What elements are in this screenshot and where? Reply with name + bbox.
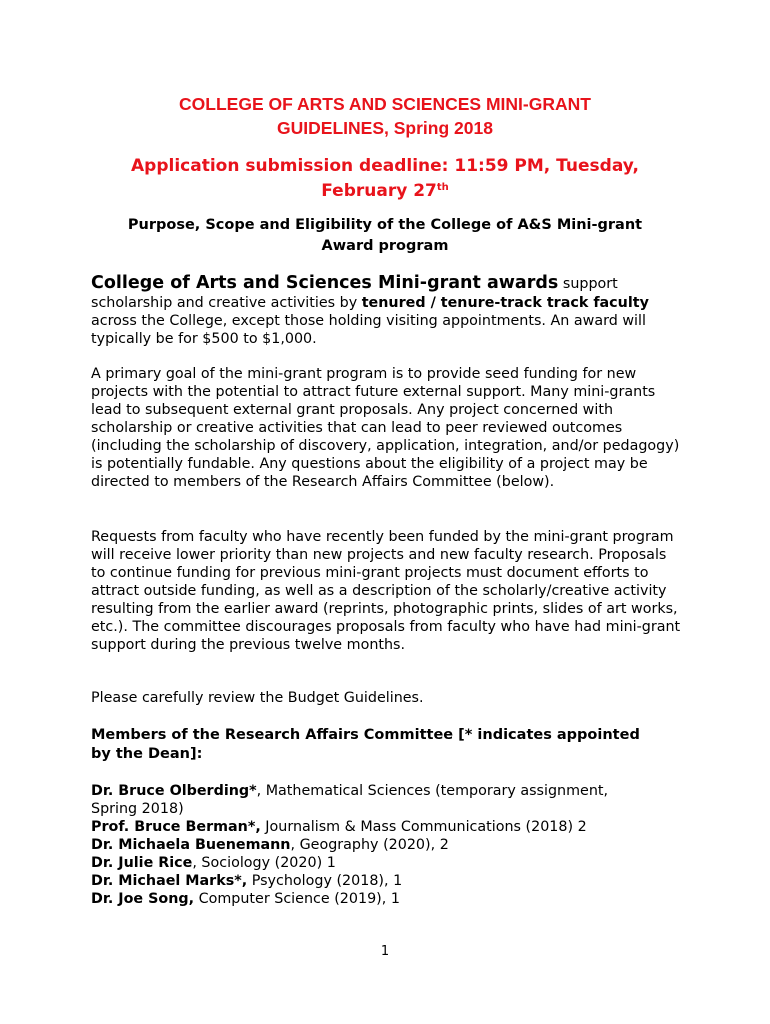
submission-deadline bbox=[0, 154, 770, 204]
committee-member bbox=[91, 854, 691, 872]
member-name: Dr. Joe Song, bbox=[91, 891, 195, 907]
awards-text-1: support scholarship and creative activities by bbox=[91, 276, 618, 311]
deadline-line-1: Application submission deadline: 11:59 PM, Tuesday, bbox=[131, 156, 639, 176]
committee-member bbox=[91, 890, 691, 908]
member-name: Dr. Julie Rice bbox=[91, 855, 193, 871]
deadline-line-2 bbox=[0, 179, 770, 204]
awards-lead: College of Arts and Sciences Mini-grant awards bbox=[91, 273, 559, 293]
title-line-1: COLLEGE OF ARTS AND SCIENCES MINI-GRANT bbox=[179, 94, 591, 114]
deadline-date-suffix: th bbox=[436, 182, 449, 193]
member-detail: Computer Science (2019), 1 bbox=[194, 891, 400, 907]
section-heading-line-1: Purpose, Scope and Eligibility of the College of A&S Mini-grant bbox=[127, 217, 643, 233]
deadline-date: February 27 bbox=[321, 181, 437, 201]
member-name: Dr. Bruce Olberding* bbox=[91, 783, 257, 799]
paragraph-goal: A primary goal of the mini-grant program is to provide seed funding for new projects with the potential to attract future external support. Many mini-grants lead to subsequent external grant proposals. Any project concerned with scholarship or creative activities that can lead to peer reviewed outcomes (including the scholarship of discovery, application, integration, and/or pedagogy) is potentially fundable. Any questions about the eligibility of a project may be directed to members of the Research Affairs Committee (below). bbox=[91, 366, 680, 490]
paragraph-budget-note: Please carefully review the Budget Guidelines. bbox=[91, 690, 424, 706]
member-detail: Journalism & Mass Communications (2018) 2 bbox=[260, 819, 587, 835]
member-detail: , Mathematical Sciences (temporary assignment, bbox=[256, 783, 609, 799]
member-name: Dr. Michaela Buenemann bbox=[91, 837, 291, 853]
member-detail: , Geography (2020), 2 bbox=[290, 837, 449, 853]
awards-eligibility: tenured / tenure-track track faculty bbox=[361, 295, 649, 311]
document-title bbox=[0, 92, 770, 140]
page-number: 1 bbox=[380, 944, 390, 959]
committee-member-list bbox=[91, 782, 691, 908]
committee-member bbox=[91, 818, 691, 836]
committee-heading: Members of the Research Affairs Committee [* indicates appointed by the Dean]: bbox=[91, 727, 640, 762]
title-line-2: GUIDELINES, Spring 2018 bbox=[277, 118, 493, 138]
member-detail: Spring 2018) bbox=[91, 801, 184, 817]
member-name: Dr. Michael Marks*, bbox=[91, 873, 248, 889]
paragraph-awards bbox=[91, 272, 681, 348]
awards-text-2: across the College, except those holding visiting appointments. An award will typically be for $500 to $1,000. bbox=[91, 313, 646, 347]
member-detail: Psychology (2018), 1 bbox=[247, 873, 403, 889]
committee-member bbox=[91, 782, 691, 800]
committee-member bbox=[91, 836, 691, 854]
section-heading-line-2: Award program bbox=[321, 238, 449, 254]
committee-member bbox=[91, 872, 691, 890]
committee-member-continued bbox=[91, 800, 691, 818]
paragraph-priority: Requests from faculty who have recently been funded by the mini-grant program will receive lower priority than new projects and new faculty research. Proposals to continue funding for previous mini-grant projects must document efforts to attract outside funding, as well as a description of the scholarly/creative activity resulting from the earlier award (reprints, photographic prints, slides of art works, etc.). The committee discourages proposals from faculty who have had mini-grant support during the previous twelve months. bbox=[91, 529, 681, 653]
member-detail: , Sociology (2020) 1 bbox=[192, 855, 336, 871]
member-name: Prof. Bruce Berman*, bbox=[91, 819, 261, 835]
section-heading bbox=[100, 215, 670, 257]
